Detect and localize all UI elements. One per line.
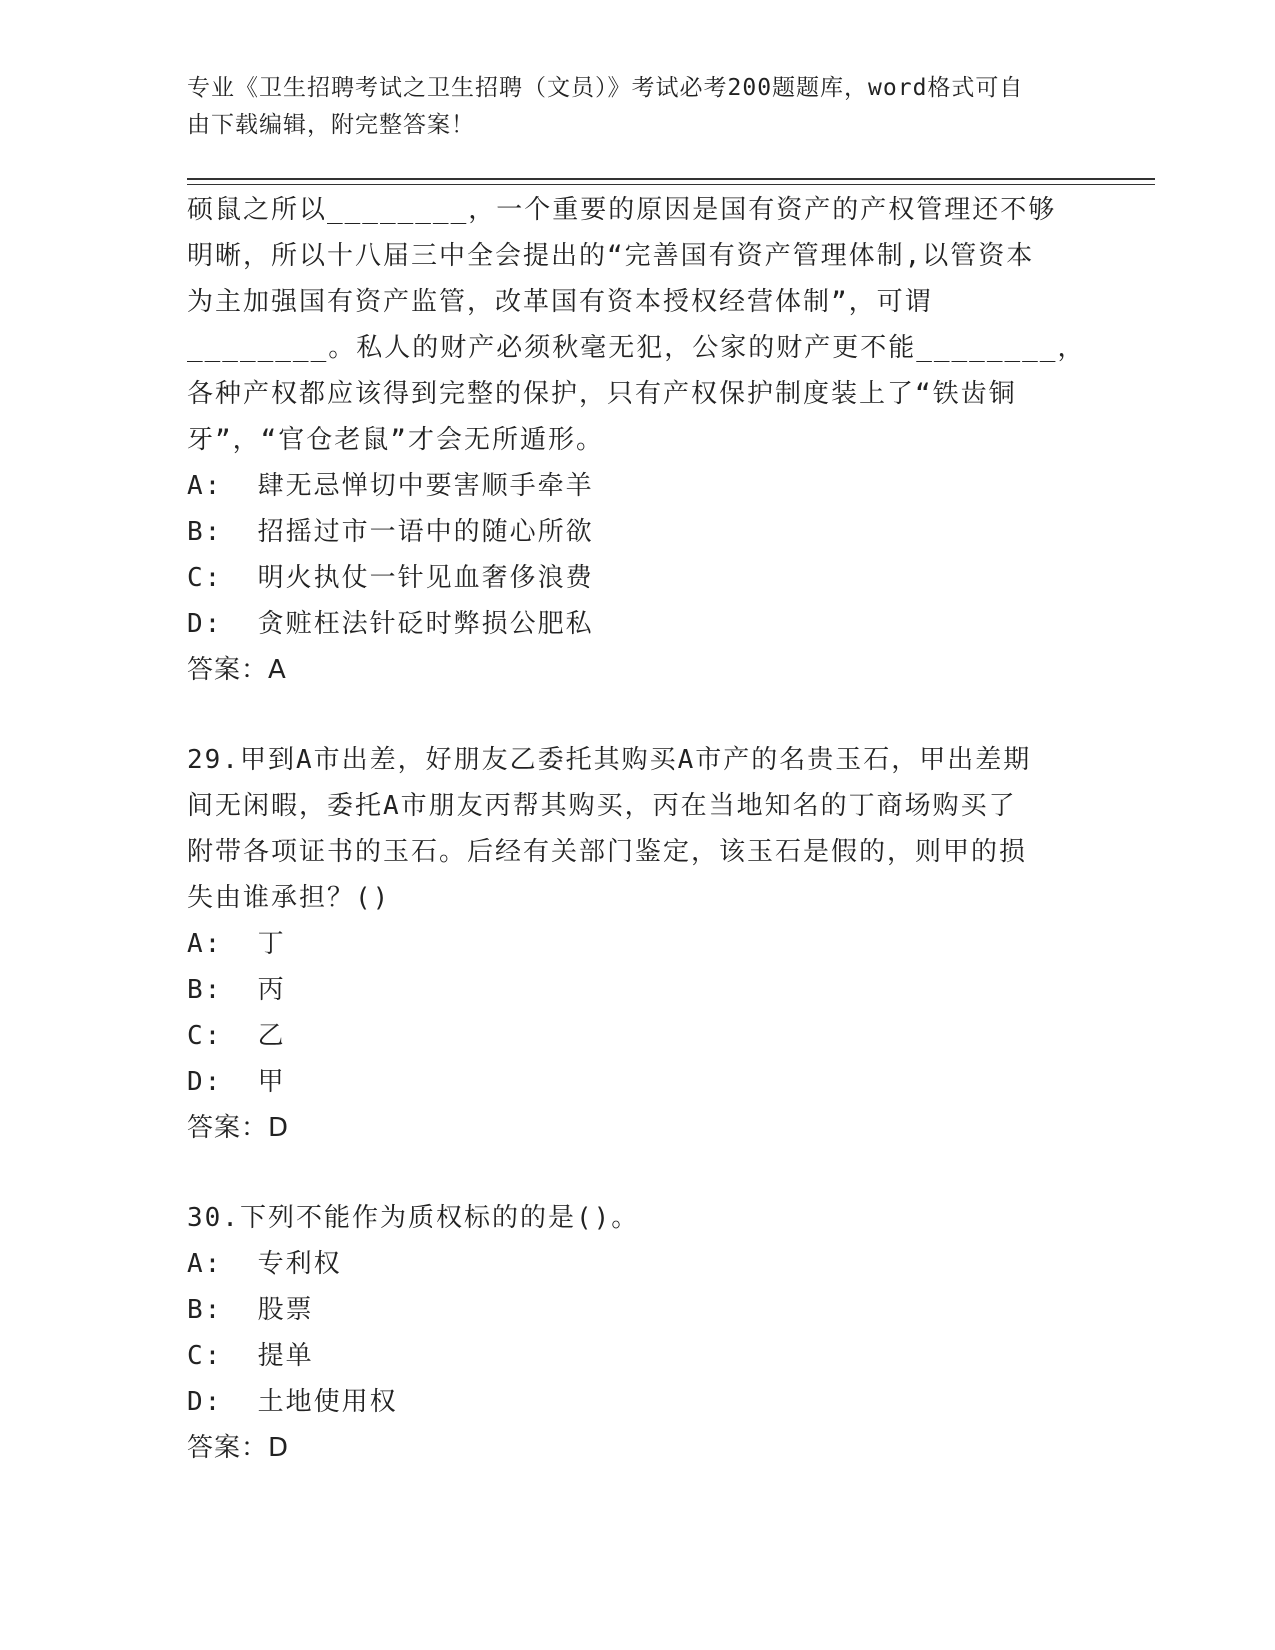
question-item xyxy=(187,737,1087,1151)
option-b: B: 丙 xyxy=(187,975,286,1005)
question-stem-line: 牙”，“官仓老鼠”才会无所遁形。 xyxy=(187,425,604,455)
question-stem-line: 间无闲暇，委托A市朋友丙帮其购买，丙在当地知名的丁商场购买了 xyxy=(187,791,1017,821)
question-stem-line: 失由谁承担？() xyxy=(187,883,391,913)
spacer xyxy=(187,1151,1087,1195)
question-stem-line: 硕鼠之所以________，一个重要的原因是国有资产的产权管理还不够 xyxy=(187,195,1057,225)
question-stem-line: 明晰，所以十八届三中全会提出的“完善国有资产管理体制,以管资本 xyxy=(187,241,1035,271)
header-divider-thick xyxy=(187,178,1155,180)
question-stem-line: ________。私人的财产必须秋毫无犯，公家的财产更不能________， xyxy=(187,333,1086,363)
option-a: A: 丁 xyxy=(187,929,286,959)
question-stem-line: 为主加强国有资产监管，改革国有资本授权经营体制”，可谓 xyxy=(187,287,933,317)
option-d: D: 贪赃枉法针砭时弊损公肥私 xyxy=(187,609,594,639)
question-item xyxy=(187,187,1087,693)
document-header xyxy=(187,70,1067,144)
option-c: C: 提单 xyxy=(187,1341,314,1371)
question-stem-line: 附带各项证书的玉石。后经有关部门鉴定，该玉石是假的，则甲的损 xyxy=(187,837,1028,867)
question-item xyxy=(187,1195,1087,1471)
option-c: C: 明火执仗一针见血奢侈浪费 xyxy=(187,563,594,593)
option-c: C: 乙 xyxy=(187,1021,286,1051)
question-stem-line: 30.下列不能作为质权标的的是()。 xyxy=(187,1203,640,1233)
option-d: D: 甲 xyxy=(187,1067,286,1097)
spacer xyxy=(187,693,1087,737)
header-line-1: 专业《卫生招聘考试之卫生招聘（文员）》考试必考200题题库，word格式可自 xyxy=(187,75,1024,101)
option-b: B: 招摇过市一语中的随心所欲 xyxy=(187,517,594,547)
answer-line: 答案：D xyxy=(187,1113,290,1143)
answer-line: 答案：A xyxy=(187,655,287,685)
answer-line: 答案：D xyxy=(187,1433,290,1463)
question-list xyxy=(187,187,1087,1471)
option-a: A: 肆无忌惮切中要害顺手牵羊 xyxy=(187,471,594,501)
question-stem-line: 各种产权都应该得到完整的保护，只有产权保护制度装上了“铁齿铜 xyxy=(187,379,1017,409)
header-line-2: 由下载编辑，附完整答案！ xyxy=(187,112,475,138)
option-a: A: 专利权 xyxy=(187,1249,342,1279)
option-b: B: 股票 xyxy=(187,1295,314,1325)
question-stem-line: 29.甲到A市出差，好朋友乙委托其购买A市产的名贵玉石，甲出差期 xyxy=(187,745,1032,775)
header-divider-thin xyxy=(187,184,1155,185)
option-d: D: 土地使用权 xyxy=(187,1387,398,1417)
